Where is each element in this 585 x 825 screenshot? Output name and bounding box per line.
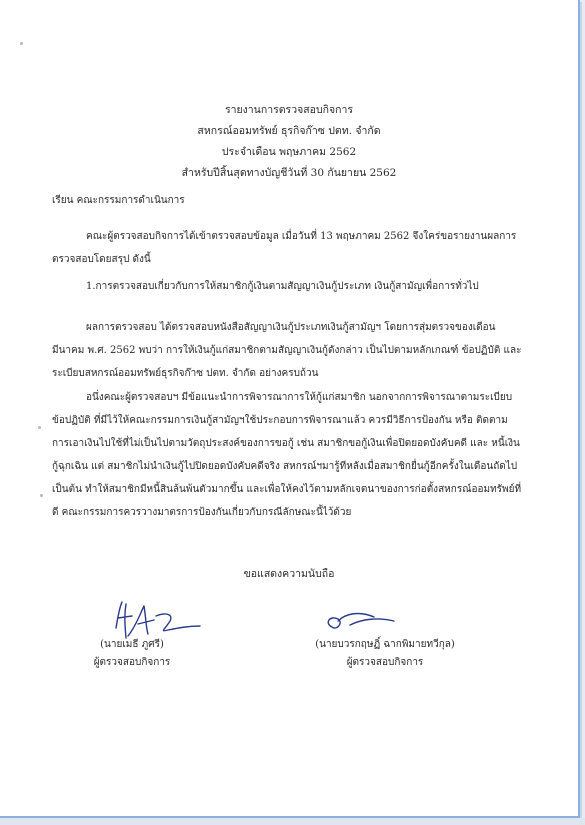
signatory-name: (นายเมธี ภูศรี) (100, 639, 164, 650)
report-header (0, 100, 578, 184)
closing-phrase: ขอแสดงความนับถือ (243, 568, 335, 580)
scan-speck (38, 426, 41, 429)
report-month: ประจำเดือน พฤษภาคม 2562 (221, 146, 357, 158)
fiscal-year-line: สำหรับปีสิ้นสุดทางบัญชีวันที่ 30 กันยายน 2562 (181, 167, 397, 179)
window-bottom-edge (0, 818, 585, 825)
organization-name: สหกรณ์ออมทรัพย์ ธุรกิจก๊าซ ปตท. จำกัด (197, 125, 381, 137)
signatory-name: (นายบวรกฤษฏิ์ ฉากพิมายทวีกุล) (315, 639, 455, 650)
scan-speck (20, 42, 23, 45)
signatory-left (52, 636, 212, 672)
paragraph-intro: คณะผู้ตรวจสอบกิจการได้เข้าตรวจสอบข้อมูล เมื่อวันที่ 13 พฤษภาคม 2562 จึงใคร่ขอรายงานผลการตรวจสอบโดยสรุป ดังนี้ (52, 231, 517, 265)
paragraph-section-1: 1.การตรวจสอบเกี่ยวกับการให้สมาชิกกู้เงินตามสัญญาเงินกู้ประเภท เงินกู้สามัญเพื่อการทั่วไป (86, 281, 479, 292)
paragraph-audit-result: ผลการตรวจสอบ ได้ตรวจสอบหนังสือสัญญาเงินกู้ประเภทเงินกู้สามัญฯ โดยการสุ่มตรวจของเดือนมีนาคม พ.ศ. 2562 พบว่า การให้เงินกู้แก่สมาชิกตามสัญญาเงินกู้ดังกล่าว เป็นไปตามหลักเกณฑ์ ข้อปฏิบัติ และระเบียบสหกรณ์ออมทรัพย์ธุรกิจก๊าซ ปตท. จำกัด อย่างครบถ้วน (52, 322, 522, 379)
paragraph-recommendation: อนึ่งคณะผู้ตรวจสอบฯ มีข้อแนะนำการพิจารณาการให้กู้แก่สมาชิก นอกจากการพิจารณาตามระเบียบข้อปฏิบัติ ที่มีไว้ให้คณะกรรมการเงินกู้สามัญฯใช้ประกอบการพิจารณาแล้ว ควรมีวิธีการป้องกัน หรือ ติดตามการเอาเงินไปใช้ที่ไม่เป็นไปตามวัตถุประสงค์ของการขอกู้ เช่น สมาชิกขอกู้เงินเพื่อปิดยอดบังคับคดี และ หนี้เงินกู้ฉุกเฉิน แต่ สมาชิกไม่นำเงินกู้ไปปิดยอดบังคับคดีจริง สหกรณ์ฯมารู้ทีหลังเมื่อสมาชิกยื่นกู้อีกครั้งในเดือนถัดไป เป็นต้น ทำให้สมาชิกมีหนี้สินล้นพ้นตัวมากขึ้น และเพื่อให้คงไว้ตามหลักเจตนาของการก่อตั้งสหกรณ์ออมทรัพย์ที่ดี คณะกรรมการควรวางมาตรการป้องกันเกี่ยวกับกรณีลักษณะนี้ไว้ด้วย (52, 392, 522, 518)
salutation: เรียน คณะกรรมการดำเนินการ (52, 195, 185, 206)
signatory-title: ผู้ตรวจสอบกิจการ (346, 657, 424, 668)
scan-speck (40, 494, 43, 497)
report-title: รายงานการตรวจสอบกิจการ (224, 104, 354, 116)
signatory-title: ผู้ตรวจสอบกิจการ (93, 657, 171, 668)
signatory-right (280, 636, 490, 672)
